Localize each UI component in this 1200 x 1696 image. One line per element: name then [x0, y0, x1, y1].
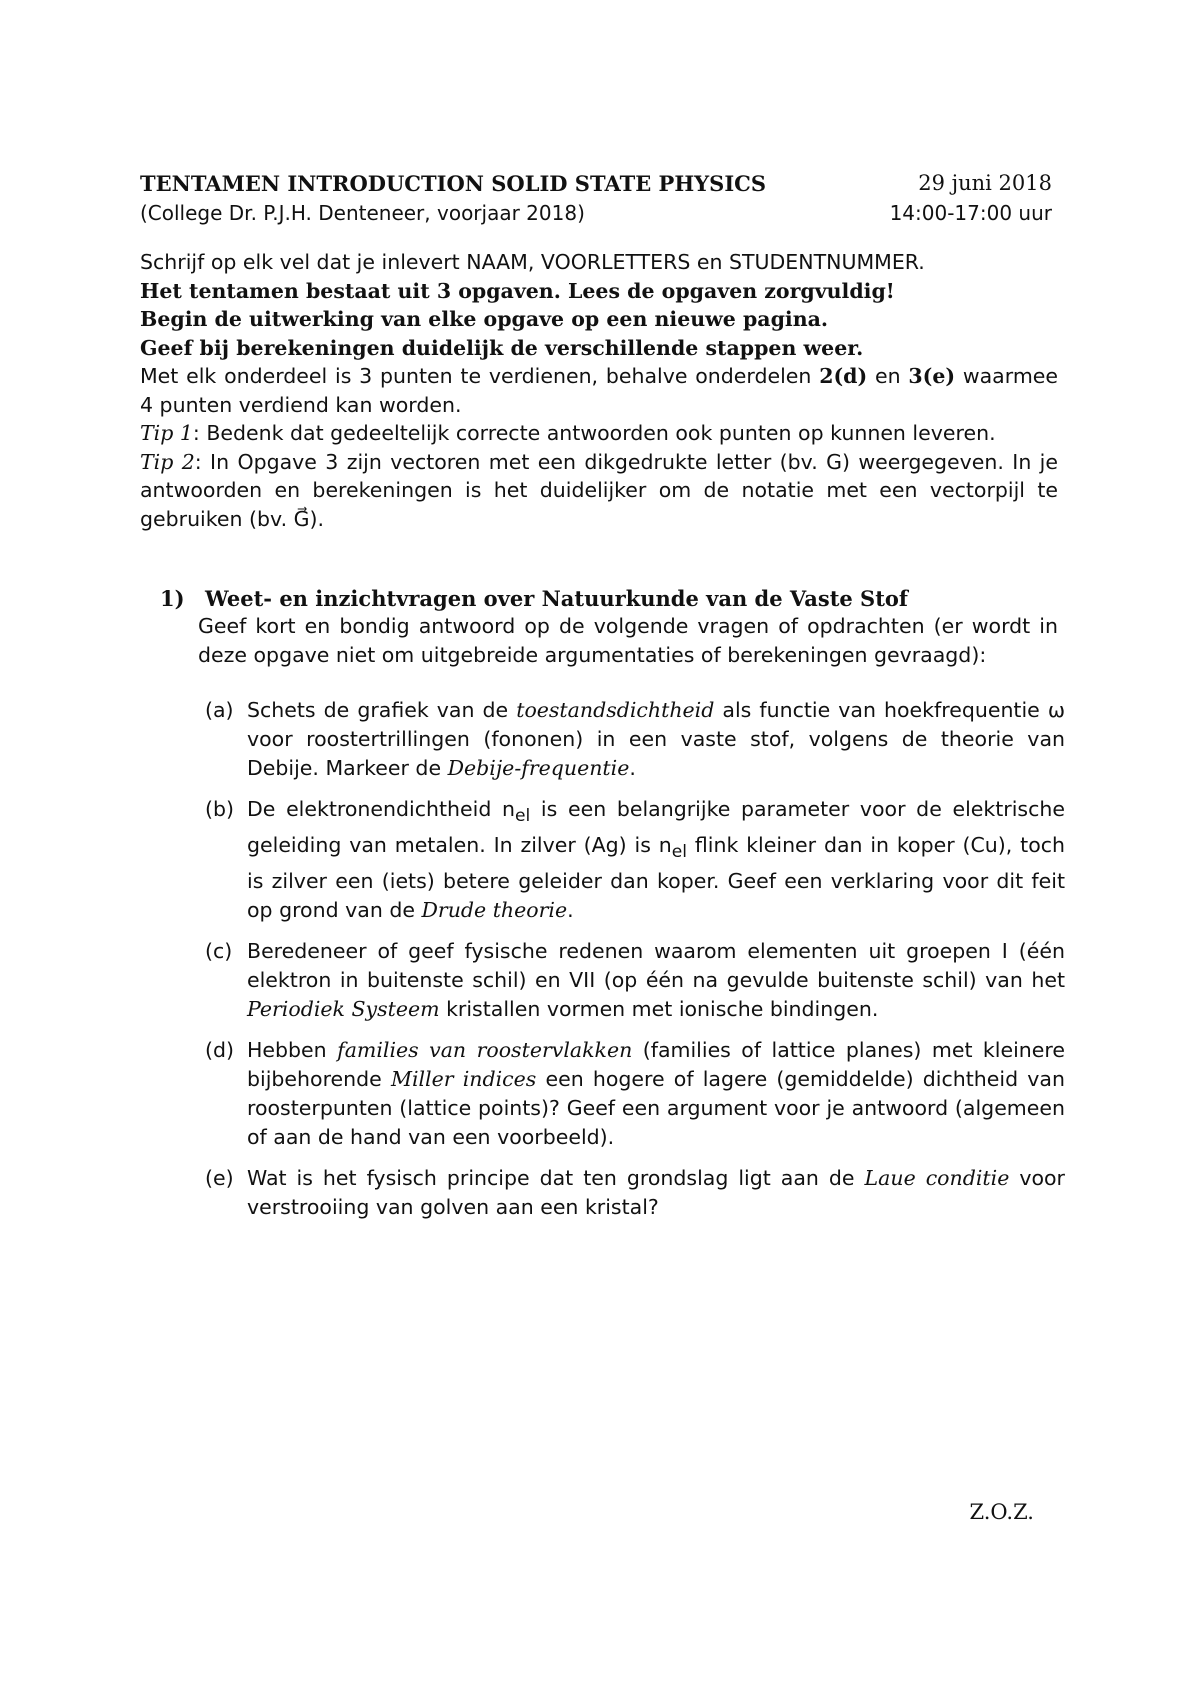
tip-2: Tip 2: In Opgave 3 zijn vectoren met een dikgedrukte letter (bv. G) weergegeven. In je antwoorden en berekeningen is het duidelijker om de notatie met een vectorpijl te gebruiken (bv. G⃗).	[140, 449, 1058, 531]
instructions	[140, 248, 1058, 533]
section-number: 1)	[160, 586, 185, 611]
question-label: (c)	[205, 939, 233, 964]
turn-over-note: Z.O.Z.	[969, 1500, 1034, 1524]
instruction-line: Schrijf op elk vel dat je inlevert NAAM, VOORLETTERS en STUDENTNUMMER.	[140, 250, 925, 274]
question-label: (d)	[205, 1038, 235, 1063]
instruction-bold: Geef bij berekeningen duidelijk de verschillende stappen weer.	[140, 335, 864, 360]
section-intro: Geef kort en bondig antwoord op de volgende vragen of opdrachten (er wordt in deze opgave niet om uitgebreide argumentaties of berekeningen gevraagd):	[198, 614, 1058, 667]
instruction-bold: Begin de uitwerking van elke opgave op een nieuwe pagina.	[140, 307, 829, 331]
section-title: Weet- en inzichtvragen over Natuurkunde van de Vaste Stof	[205, 586, 908, 611]
exam-title: TENTAMEN INTRODUCTION SOLID STATE PHYSICS	[140, 171, 767, 196]
instruction-bold: Het tentamen bestaat uit 3 opgaven. Lees de opgaven zorgvuldig!	[140, 278, 895, 303]
tip-1: Tip 1: Bedenk dat gedeeltelijk correcte antwoorden ook punten op kunnen leveren.	[140, 421, 996, 445]
exam-time: 14:00-17:00 uur	[889, 201, 1052, 225]
exam-date: 29 juni 2018	[918, 171, 1052, 195]
question-c: (c) Beredeneer of geef fysische redenen waarom elementen uit groepen I (één elektron in buitenste schil) en VII (op één na gevulde buitenste schil) van het Periodiek Systeem kristallen vormen met ionische bindingen.	[205, 939, 1065, 1022]
exam-subtitle: (College Dr. P.J.H. Denteneer, voorjaar 2018)	[140, 201, 585, 225]
points-note: Met elk onderdeel is 3 punten te verdienen, behalve onderdelen 2(d) en 3(e) waarmee 4 punten verdiend kan worden.	[140, 364, 1059, 417]
question-e: (e) Wat is het fysisch principe dat ten grondslag ligt aan de Laue conditie voor verstrooiing van golven aan een kristal?	[205, 1166, 1065, 1220]
question-a: (a) Schets de grafiek van de toestandsdichtheid als functie van hoekfrequentie ω voor roostertrillingen (fononen) in een vaste stof, volgens de theorie van Debije. Markeer de Debije-frequentie.	[205, 698, 1065, 780]
question-label: (e)	[205, 1166, 234, 1191]
question-label: (a)	[205, 698, 234, 722]
question-label: (b)	[205, 797, 235, 821]
question-d: (d) Hebben families van roostervlakken (families of lattice planes) met kleinere bijbehorende Miller indices een hogere of lagere (gemiddelde) dichtheid van roosterpunten (lattice points)? Geef een argument voor je antwoord (algemeen of aan de hand van een voorbeeld).	[205, 1038, 1065, 1150]
question-list	[205, 696, 1065, 1234]
question-b: (b) De elektronendichtheid $n_{el}$ is een belangrijke parameter voor de elektrische geleiding van metalen. In zilver (Ag) is $n_{el}$ flink kleiner dan in koper (Cu), toch is zilver een (iets) betere geleider dan koper. Geef een verklaring voor dit feit op grond van de Drude theorie.	[205, 797, 1066, 923]
